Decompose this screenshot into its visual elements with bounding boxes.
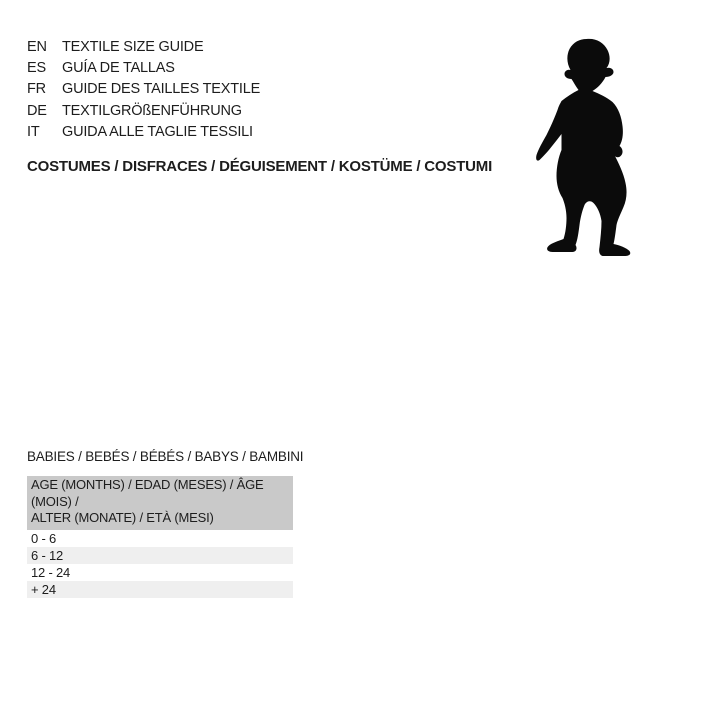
language-row-it bbox=[27, 122, 260, 143]
language-label: GUIDE DES TAILLES TEXTILE bbox=[62, 81, 261, 98]
table-row-age-0-6: 0 - 6 bbox=[31, 530, 57, 546]
language-code: FR bbox=[27, 81, 46, 98]
language-label: TEXTILE SIZE GUIDE bbox=[62, 38, 204, 55]
table-section-title: BABIES / BEBÉS / BÉBÉS / BABYS / BAMBINI bbox=[27, 449, 304, 464]
table-header-line-2: ALTER (MONATE) / ETÀ (MESI) bbox=[31, 510, 214, 525]
language-code: IT bbox=[27, 124, 40, 141]
table-row-age-6-12: 6 - 12 bbox=[27, 547, 293, 564]
table-header bbox=[27, 476, 293, 530]
baby-silhouette bbox=[534, 36, 634, 257]
language-code: ES bbox=[27, 60, 46, 77]
language-row-fr bbox=[27, 79, 260, 100]
language-row-en bbox=[27, 36, 260, 57]
age-size-table bbox=[27, 476, 293, 598]
baby-silhouette-icon bbox=[534, 36, 634, 257]
table-row-age-12-24: 12 - 24 bbox=[31, 564, 71, 580]
language-code: DE bbox=[27, 102, 47, 119]
baby-silhouette-path bbox=[536, 39, 630, 256]
language-row-de bbox=[27, 100, 260, 121]
language-label: GUIDA ALLE TAGLIE TESSILI bbox=[62, 124, 253, 141]
language-title-list bbox=[27, 36, 260, 143]
language-row-es bbox=[27, 57, 260, 78]
language-label: TEXTILGRÖßENFÜHRUNG bbox=[62, 102, 242, 119]
table-row-age-24-plus: + 24 bbox=[27, 581, 293, 598]
category-title: COSTUMES / DISFRACES / DÉGUISEMENT / KOSTÜME / COSTUMI bbox=[27, 158, 493, 175]
language-label: GUÍA DE TALLAS bbox=[62, 60, 175, 77]
table-header-line-1: AGE (MONTHS) / EDAD (MESES) / ÂGE (MOIS) / bbox=[31, 477, 264, 509]
language-code: EN bbox=[27, 38, 47, 55]
